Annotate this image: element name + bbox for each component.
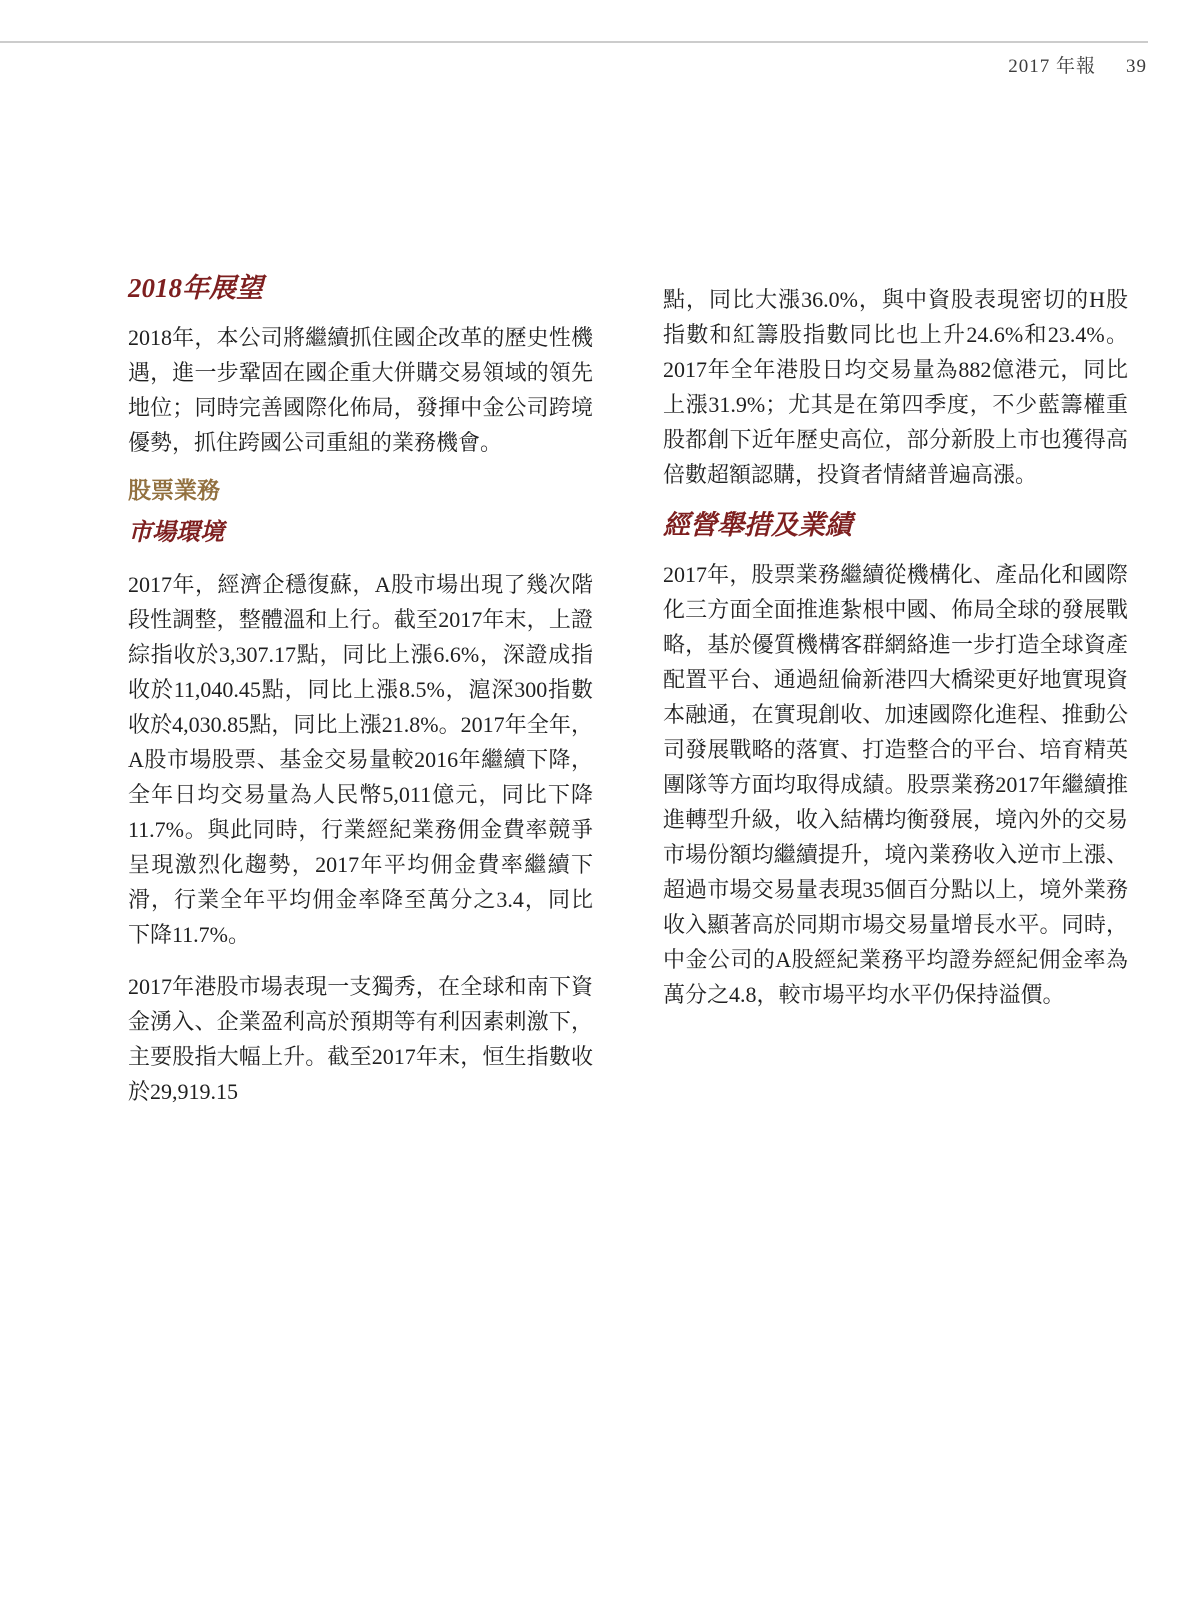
section-heading-operations-results: 經營舉措及業績 (663, 510, 852, 540)
top-divider-rule (0, 41, 1148, 43)
column-right (663, 272, 1128, 1109)
section-heading-equities-business: 股票業務 (128, 478, 220, 503)
page-number: 39 (1126, 56, 1147, 77)
section-heading-2018-outlook: 2018年展望 (128, 273, 263, 303)
two-column-layout (128, 272, 1128, 1109)
subsection-heading-market-environment: 市場環境 (128, 520, 224, 546)
paragraph-2018-outlook: 2018年，本公司將繼續抓住國企改革的歷史性機遇，進一步鞏固在國企重大併購交易領域的領先地位；同時完善國際化佈局，發揮中金公司跨境優勢，抓住跨國公司重組的業務機會。 (128, 325, 593, 455)
paragraph-hk-market-continuation: 點，同比大漲36.0%，與中資股表現密切的H股指數和紅籌股指數同比也上升24.6%和23.4%。2017年全年港股日均交易量為882億港元，同比上漲31.9%；尤其是在第四季度，不少藍籌權重股都創下近年歷史高位，部分新股上市也獲得高倍數超額認購，投資者情緒普遍高漲。 (663, 287, 1128, 487)
paragraph-operations-results: 2017年，股票業務繼續從機構化、產品化和國際化三方面全面推進紮根中國、佈局全球的發展戰略，基於優質機構客群網絡進一步打造全球資產配置平台、通過紐倫新港四大橋梁更好地實現資本融通，在實現創收、加速國際化進程、推動公司發展戰略的落實、打造整合的平台、培育精英團隊等方面均取得成績。股票業務2017年繼續推進轉型升級，收入結構均衡發展，境內外的交易市場份額均繼續提升，境內業務收入逆市上漲、超過市場交易量表現35個百分點以上，境外業務收入顯著高於同期市場交易量增長水平。同時，中金公司的A股經紀業務平均證券經紀佣金率為萬分之4.8，較市場平均水平仍保持溢價。 (663, 562, 1128, 1007)
paragraph-market-environment-2: 2017年港股市場表現一支獨秀，在全球和南下資金湧入、企業盈利高於預期等有利因素刺激下，主要股指大幅上升。截至2017年末，恒生指數收於29,919.15 (128, 974, 593, 1104)
report-title: 2017 年報 (1008, 56, 1096, 77)
paragraph-market-environment-1: 2017年，經濟企穩復蘇，A股市場出現了幾次階段性調整，整體溫和上行。截至2017年末，上證綜指收於3,307.17點，同比上漲6.6%，深證成指收於11,040.45點，同比上漲8.5%，滬深300指數收於4,030.85點，同比上漲21.8%。2017年全年，A股市場股票、基金交易量較2016年繼續下降，全年日均交易量為人民幣5,011億元，同比下降11.7%。與此同時，行業經紀業務佣金費率競爭呈現激烈化趨勢，2017年平均佣金費率繼續下滑，行業全年平均佣金率降至萬分之3.4，同比下降11.7%。 (128, 572, 593, 947)
column-left (128, 272, 593, 1109)
page-header (1008, 51, 1147, 78)
